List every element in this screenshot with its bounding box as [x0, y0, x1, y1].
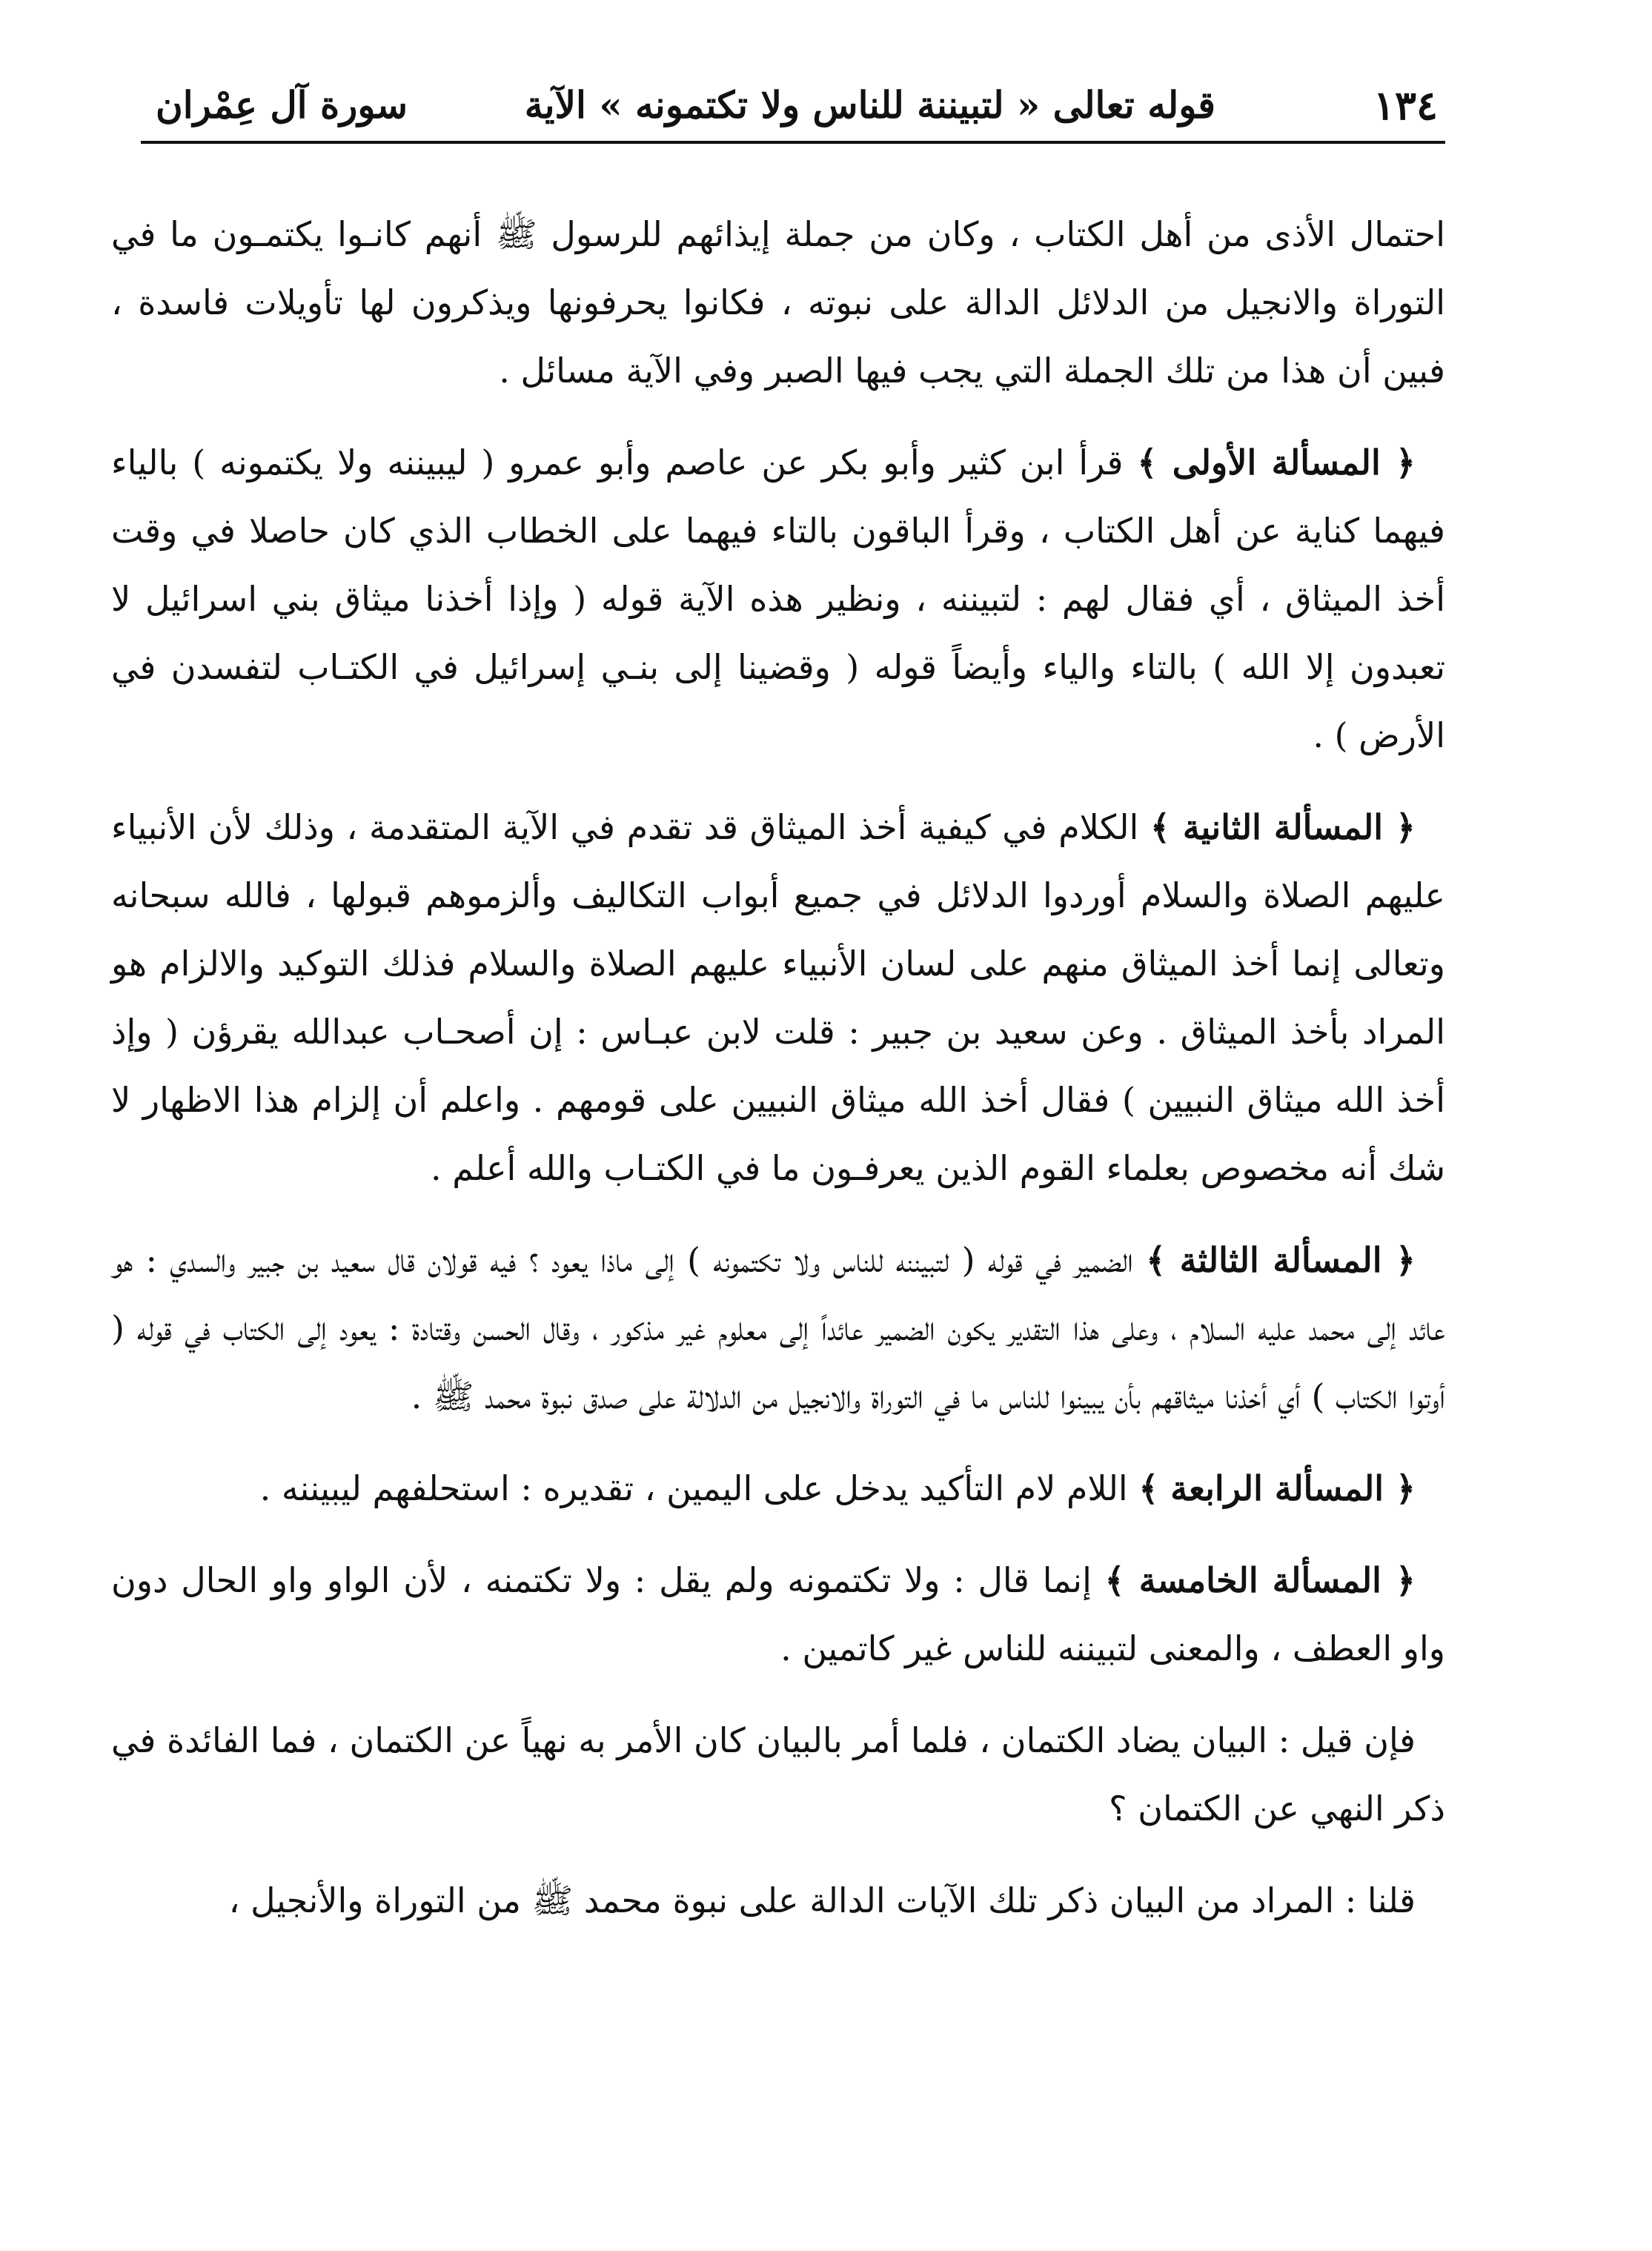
paragraph-masala-1 [111, 428, 1445, 769]
page-body [111, 200, 1445, 1958]
paragraph-text: احتمال الأذى من أهل الكتاب ، وكان من جملة إيذائهم للرسول ﷺ أنهم كانـوا يكتمـون ما في التوراة والانجيل من الدلائل الدالة على نبوته ، فكانوا يحرفونها ويذكرون لها تأويلات فاسدة ، فبين أن هذا من تلك الجملة التي يجب فيها الصبر وفي الآية مسائل . [111, 214, 1445, 391]
paragraph-masala-5 [111, 1546, 1445, 1683]
surah-name: سورة آل عِمْران [156, 83, 408, 127]
paragraph-question [111, 1706, 1445, 1843]
masala-heading: ﴿ المسألة الثانية ﴾ [1150, 807, 1416, 847]
paragraph-answer [111, 1866, 1445, 1935]
masala-heading: ﴿ المسألة الخامسة ﴾ [1104, 1560, 1416, 1600]
paragraph-masala-4 [111, 1454, 1445, 1522]
paragraph-intro [111, 200, 1445, 405]
paragraph-text: اللام لام التأكيد يدخل على اليمين ، تقديره : استحلفهم ليبيننه . [259, 1468, 1139, 1508]
paragraph-masala-3 [111, 1226, 1445, 1431]
masala-heading: ﴿ المسألة الرابعة ﴾ [1138, 1468, 1416, 1508]
page-header [141, 74, 1445, 144]
paragraph-text: الضمير في قوله ( لتبيننه للناس ولا تكتمونه ) إلى ماذا يعود ؟ فيه قولان قال سعيد بن جبير والسدي : هو عائد إلى محمد عليه السلام ، وعلى هذا التقدير يكون الضمير عائداً إلى معلوم غير مذكور ، وقال الحسن وقتادة : يعود إلى الكتاب في قوله ( أوتوا الكتاب ) أي أخذنا ميثاقهم بأن يبينوا للناس ما في التوراة والانجيل من الدلالة على صدق نبوة محمد ﷺ . [111, 1240, 1445, 1416]
paragraph-text: فإن قيل : البيان يضاد الكتمان ، فلما أمر بالبيان كان الأمر به نهياً عن الكتمان ، فما الفائدة في ذكر النهي عن الكتمان ؟ [111, 1720, 1445, 1829]
paragraph-text: قرأ ابن كثير وأبو بكر عن عاصم وأبو عمرو ( ليبيننه ولا يكتمونه ) بالياء فيهما كناية عن أهل الكتاب ، وقرأ الباقون بالتاء فيهما على الخطاب الذي كان حاصلا في وقت أخذ الميثاق ، أي فقال لهم : لتبيننه ، ونظير هذه الآية قوله ( وإذا أخذنا ميثاق بني اسرائيل لا تعبدون إلا الله ) بالتاء والياء وأيضاً قوله ( وقضينا إلى بنـي إسرائيل في الكتـاب لتفسدن في الأرض ) . [111, 442, 1445, 755]
paragraph-text: إنما قال : ولا تكتمونه ولم يقل : ولا تكتمنه ، لأن الواو واو الحال دون واو العطف ، والمعنى لتبيننه للناس غير كاتمين . [111, 1560, 1445, 1668]
running-title: قوله تعالى « لتبيننة للناس ولا تكتمونه » الآية [524, 83, 1215, 127]
masala-heading: ﴿ المسألة الثالثة ﴾ [1146, 1240, 1416, 1280]
masala-heading: ﴿ المسألة الأولى ﴾ [1137, 442, 1416, 483]
paragraph-text: قلنا : المراد من البيان ذكر تلك الآيات الدالة على نبوة محمد ﷺ من التوراة والأنجيل ، [228, 1880, 1416, 1920]
paragraph-text: الكلام في كيفية أخذ الميثاق قد تقدم في الآية المتقدمة ، وذلك لأن الأنبياء عليهم الصلاة والسلام أوردوا الدلائل في جميع أبواب التكاليف وألزموهم قبولها ، فالله سبحانه وتعالى إنما أخذ الميثاق منهم على لسان الأنبياء عليهم الصلاة والسلام فذلك التوكيد والالزام هو المراد بأخذ الميثاق . وعن سعيد بن جبير : قلت لابن عبـاس : إن أصحـاب عبدالله يقرؤن ( وإذ أخذ الله ميثاق النبيين ) فقال أخذ الله ميثاق النبيين على قومهم . واعلم أن إلزام هذا الاظهار لا شك أنه مخصوص بعلماء القوم الذين يعرفـون ما في الكتـاب والله أعلم . [111, 807, 1446, 1188]
page-number: ١٣٤ [1373, 82, 1438, 129]
paragraph-masala-2 [111, 793, 1445, 1202]
